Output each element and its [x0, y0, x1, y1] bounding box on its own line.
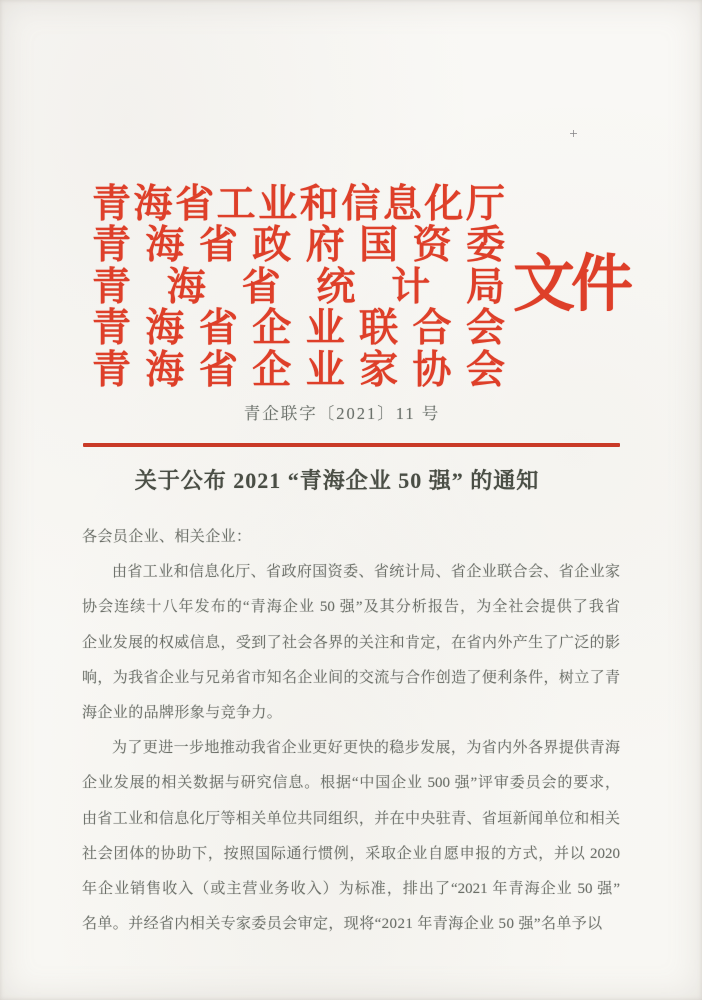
body-line: 企业发展的相关数据与研究信息。根据“中国企业 500 强”评审委员会的要求， — [82, 775, 620, 792]
body-line: 为了更进一步地推动我省企业更好更快的稳步发展，为省内外各界提供青海 — [112, 740, 620, 757]
body-line: 由省工业和信息化厅等相关单位共同组织，并在中央驻青、省垣新闻单位和相关 — [82, 810, 620, 827]
body-line: 企业发展的权威信息，受到了社会各界的关注和肯定，在省内外产生了广泛的影 — [82, 634, 620, 651]
body-line: 响，为我省企业与兄弟省市知名企业间的交流与合作创造了便利条件，树立了青 — [82, 669, 620, 686]
document-title: 关于公布 2021 “青海企业 50 强” 的通知 — [134, 468, 540, 493]
scan-speck — [570, 130, 577, 137]
body-line: 协会连续十八年发布的“青海企业 50 强”及其分析报告，为全社会提供了我省 — [82, 599, 620, 616]
agency-name-2: 青海省政府国资委 — [92, 224, 505, 268]
agency-name-4: 青海省企业联合会 — [92, 307, 505, 351]
red-divider-line — [83, 443, 620, 447]
body-line: 海企业的品牌形象与竞争力。 — [82, 704, 283, 721]
agency-name-1: 青海省工业和信息化厅 — [92, 183, 505, 226]
document-marker-wenjian: 文件 — [513, 251, 630, 319]
body-line: 由省工业和信息化厅、省政府国资委、省统计局、省企业联合会、省企业家 — [112, 564, 620, 581]
agency-name-5: 青海省企业家协会 — [92, 348, 505, 392]
agency-name-3: 青海省统计局 — [92, 265, 505, 309]
salutation-line: 各会员企业、相关企业： — [82, 529, 252, 545]
letterhead — [92, 184, 505, 391]
body-line: 名单。并经省内相关专家委员会审定，现将“2021 年青海企业 50 强”名单予以 — [82, 916, 603, 933]
body-line: 年企业销售收入（或主营业务收入）为标准，排出了“2021 年青海企业 50 强” — [82, 880, 620, 897]
document-reference-number: 青企联字〔2021〕11 号 — [243, 404, 441, 423]
document-body — [82, 520, 620, 942]
body-line: 社会团体的协助下，按照国际通行惯例，采取企业自愿申报的方式，并以 2020 — [82, 845, 620, 862]
